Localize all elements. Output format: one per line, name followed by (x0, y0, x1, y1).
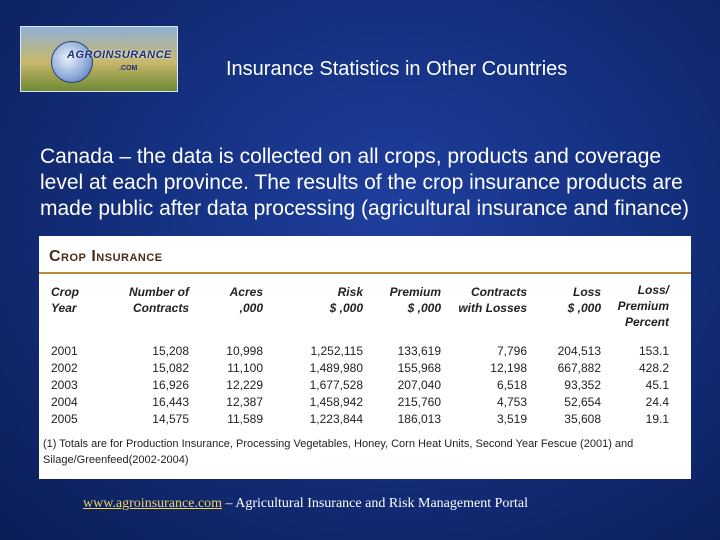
table-cell: 1,489,980 (309, 361, 363, 375)
column-header-acres: Acres ,000 (229, 285, 263, 315)
table-cell: 1,677,528 (309, 378, 363, 392)
globe-icon (51, 41, 93, 83)
table-cell: 93,352 (564, 378, 601, 392)
table-cell: 15,082 (152, 361, 189, 375)
table-cell: 153.1 (638, 344, 669, 358)
column-header-loss: Loss $ ,000 (567, 285, 601, 315)
table-cell: 2002 (51, 361, 78, 375)
table-cell: 10,998 (226, 344, 263, 358)
table-cell: 155,968 (397, 361, 441, 375)
table-cell: 7,796 (496, 344, 527, 358)
column-header-crop-year: Crop Year (51, 285, 79, 315)
table-cell: 11,589 (227, 412, 263, 426)
table-cell: 667,882 (557, 361, 601, 375)
table-cell: 6,518 (496, 378, 527, 392)
page-title: Insurance Statistics in Other Countries (226, 58, 568, 80)
table-cell: 19.1 (645, 412, 669, 426)
column-header-number-of-contracts: Number of Contracts (129, 285, 189, 315)
table-cell: 2005 (51, 412, 78, 426)
table-footnote: (1) Totals are for Production Insurance, Processing Vegetables, Honey, Corn Heat Units, Second Year Fescue (2001) and Silage/Greenfeed(2002-2004) (43, 438, 634, 466)
table-cell: 2004 (51, 395, 78, 409)
column-header-premium: Premium $ ,000 (389, 285, 441, 315)
table-cell: 2001 (51, 344, 78, 358)
table-cell: 12,229 (226, 378, 263, 392)
table-cell: 52,654 (564, 395, 601, 409)
column-header-risk: Risk $ ,000 (329, 285, 363, 315)
footer (83, 496, 528, 512)
table-cell: 1,252,115 (310, 344, 363, 358)
body-paragraph: Canada – the data is collected on all crops, products and coverage level at each province. The results of the crop insurance products are made public after data processing (agricultural insurance and finance) (40, 145, 690, 220)
agroinsurance-logo (20, 26, 178, 92)
table-cell: 24.4 (645, 395, 669, 409)
footer-link[interactable]: www.agroinsurance.com (83, 496, 223, 511)
table-cell: 16,926 (152, 378, 189, 392)
logo-subtext: .COM (119, 65, 138, 72)
table-cell: 1,458,942 (309, 395, 363, 409)
column-header-contracts-with-losses: Contracts with Losses (458, 285, 527, 315)
column-header-loss-premium-percent: Loss/ Premium Percent (617, 283, 669, 329)
table-cell: 35,608 (564, 412, 601, 426)
table-cell: 4,753 (496, 395, 527, 409)
table-cell: 15,208 (152, 344, 189, 358)
logo-text: AGROINSURANCE (67, 49, 172, 61)
table-cell: 215,760 (397, 395, 441, 409)
table-cell: 1,223,844 (309, 412, 363, 426)
footer-text: – Agricultural Insurance and Risk Management Portal (222, 496, 529, 511)
table-cell: 12,198 (490, 361, 527, 375)
table-cell: 14,575 (152, 412, 189, 426)
table-cell: 3,519 (496, 412, 527, 426)
heading-rule (39, 272, 691, 274)
table-cell: 16,443 (152, 395, 189, 409)
table-cell: 204,513 (557, 344, 601, 358)
table-cell: 428.2 (638, 361, 669, 375)
crop-insurance-table (39, 236, 691, 479)
table-heading: Crop Insurance (49, 248, 163, 265)
table-cell: 133,619 (397, 344, 441, 358)
table-cell: 45.1 (645, 378, 669, 392)
table-cell: 11,100 (227, 361, 263, 375)
table-cell: 207,040 (397, 378, 441, 392)
table-cell: 2003 (51, 378, 78, 392)
table-cell: 12,387 (226, 395, 263, 409)
table-cell: 186,013 (397, 412, 441, 426)
